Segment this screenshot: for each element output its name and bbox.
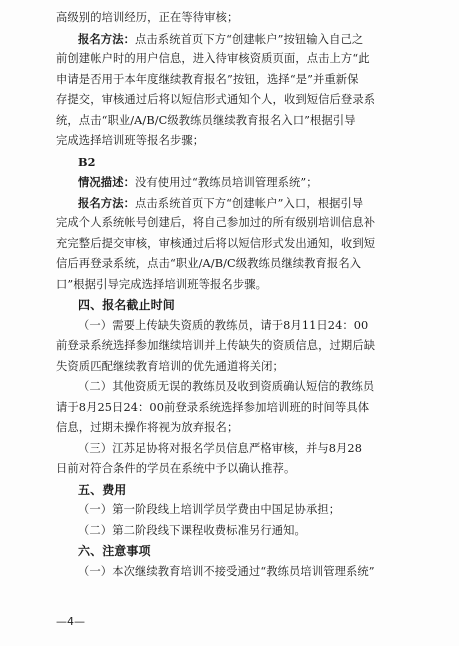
text-line (56, 172, 416, 193)
line-text: （一）需要上传缺失资质的教练员，请于8月11日24：00 (78, 318, 369, 332)
text-line (56, 439, 416, 460)
text-line (56, 131, 416, 152)
text-line (56, 377, 416, 398)
line-text: 日前对符合条件的学员在系统中予以确认推荐。 (56, 462, 296, 475)
line-text: 完成个人系统帐号创建后，将自己参加过的所有级别培训信息补 (56, 216, 376, 229)
text-line (56, 70, 416, 91)
text-line (56, 500, 416, 521)
line-text: 请于8月25日24：00前登录系统选择参加培训班的时间等具体 (56, 400, 370, 414)
line-text: 信后再登录系统，点击“职业/A/B/C级教练员继续教育报名入 (56, 257, 362, 270)
line-text: 高级别的培训经历，正在等待审核； (56, 11, 239, 24)
text-line (56, 90, 416, 111)
line-text: 信息，过期未操作将视为放弃报名； (56, 421, 239, 434)
line-text: 点击系统首页下方“创建帐户”入口，根据引导 (135, 196, 364, 210)
text-line (56, 213, 416, 234)
text-line (56, 521, 416, 542)
line-text: 前登录系统选择参加继续培训并上传缺失的资质信息，过期后缺 (56, 339, 376, 352)
line-text: （二）其他资质无误的教练员及收到资质确认短信的教练员 (78, 380, 375, 393)
text-line (56, 357, 416, 378)
text-line (56, 562, 416, 583)
section-heading (56, 480, 416, 501)
text-line (56, 152, 416, 173)
text-line (56, 336, 416, 357)
line-text: 申请是否用于本年度继续教育报名”按钮，选择“是”并重新保 (56, 72, 359, 86)
section-heading (56, 541, 416, 562)
text-line (56, 193, 416, 214)
section-heading (56, 295, 416, 316)
page-number: —4— (56, 615, 85, 628)
line-text: 口”根据引导完成选择培训班等报名步骤。 (56, 277, 268, 291)
text-line (56, 254, 416, 275)
line-text: 完成选择培训班等报名步骤； (56, 134, 205, 147)
document-body (56, 8, 416, 582)
line-text: 充完整后提交审核，审核通过后将以短信形式发出通知，收到短 (56, 236, 376, 250)
text-line (56, 234, 416, 255)
text-line (56, 111, 416, 132)
line-text: 失资质匹配继续教育培训的优先通道将关闭； (56, 359, 284, 373)
subsection-label: B2 (78, 154, 96, 169)
text-line (56, 459, 416, 480)
text-line (56, 316, 416, 337)
text-line (56, 418, 416, 439)
lead-label: 报名方法： (78, 195, 135, 210)
heading-text: 六、注意事项 (78, 544, 151, 558)
text-line (56, 49, 416, 70)
heading-text: 五、费用 (78, 482, 127, 497)
text-line (56, 29, 416, 50)
line-text: 统，点击“职业/A/B/C级教练员继续教育报名入口”根据引导 (56, 113, 356, 127)
line-text: （一）第一阶段线上培训学员学费由中国足协承担； (78, 503, 341, 516)
text-line (56, 8, 416, 29)
line-text: （二）第二阶段线下课程收费标准另行通知。 (78, 523, 306, 537)
lead-label: 情况描述： (78, 175, 135, 189)
line-text: （三）江苏足协将对报名学员信息严格审核，并与8月28 (78, 441, 362, 455)
text-line (56, 398, 416, 419)
text-line (56, 275, 416, 296)
heading-text: 四、报名截止时间 (78, 298, 175, 312)
line-text: 前创建帐户时的用户信息，进入待审核资质页面，点击上方“此 (56, 52, 370, 65)
line-text: （一）本次继续教育培训不接受通过“教练员培训管理系统” (78, 564, 375, 578)
line-text: 没有使用过“教练员培训管理系统”； (135, 176, 318, 189)
line-text: 点击系统首页下方“创建帐户”按钮输入自己之 (135, 32, 364, 46)
line-text: 存提交，审核通过后将以短信形式通知个人，收到短信后登录系 (56, 93, 376, 106)
lead-label: 报名方法： (78, 31, 135, 46)
